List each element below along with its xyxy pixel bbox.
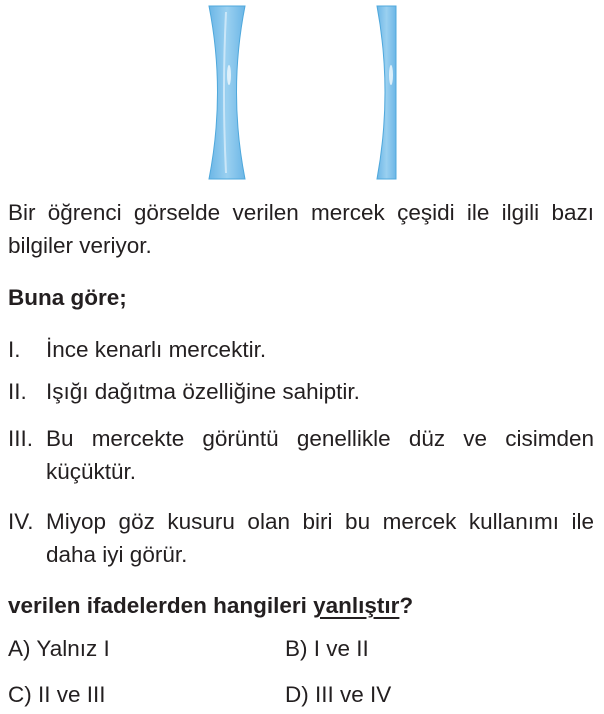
statement-number: II. <box>8 379 27 404</box>
statement-3 <box>8 422 594 488</box>
plano-concave-lens <box>377 6 396 179</box>
option-text: III ve IV <box>315 682 392 707</box>
statement-number: I. <box>8 337 21 362</box>
statement-text: İnce kenarlı mercektir. <box>46 337 267 362</box>
lens-figure <box>0 0 604 185</box>
biconcave-lens <box>209 6 245 179</box>
option-a[interactable] <box>8 632 110 665</box>
option-text: Yalnız I <box>36 636 110 661</box>
statement-2 <box>8 375 594 408</box>
statement-text: Işığı dağıtma özelliğine sahiptir. <box>46 379 360 404</box>
statement-1 <box>8 333 594 366</box>
statement-4 <box>8 505 594 571</box>
option-d[interactable] <box>285 678 391 711</box>
option-letter: B) <box>285 636 308 661</box>
option-letter: C) <box>8 682 32 707</box>
option-letter: A) <box>8 636 31 661</box>
statement-text: Bu mercekte görüntü genellikle düz ve cisimden küçüktür. <box>46 426 594 484</box>
statement-text: Miyop göz kusuru olan biri bu mercek kullanımı ile daha iyi görür. <box>46 509 594 567</box>
option-letter: D) <box>285 682 309 707</box>
option-c[interactable] <box>8 678 106 711</box>
option-text: I ve II <box>313 636 369 661</box>
question-ask-suffix: ? <box>399 593 414 618</box>
question-prompt: Buna göre; <box>8 285 127 310</box>
question-ask-keyword: yanlıştır <box>313 593 400 618</box>
statement-number: III. <box>8 426 34 451</box>
question-ask-prefix: verilen ifadelerden hangileri <box>8 593 314 618</box>
question-ask <box>8 589 413 622</box>
option-text: II ve III <box>38 682 106 707</box>
option-b[interactable] <box>285 632 369 665</box>
statement-number: IV. <box>8 509 34 534</box>
question-intro: Bir öğrenci görselde verilen mercek çeşidi ile ilgili bazı bilgiler veriyor. <box>8 200 594 258</box>
